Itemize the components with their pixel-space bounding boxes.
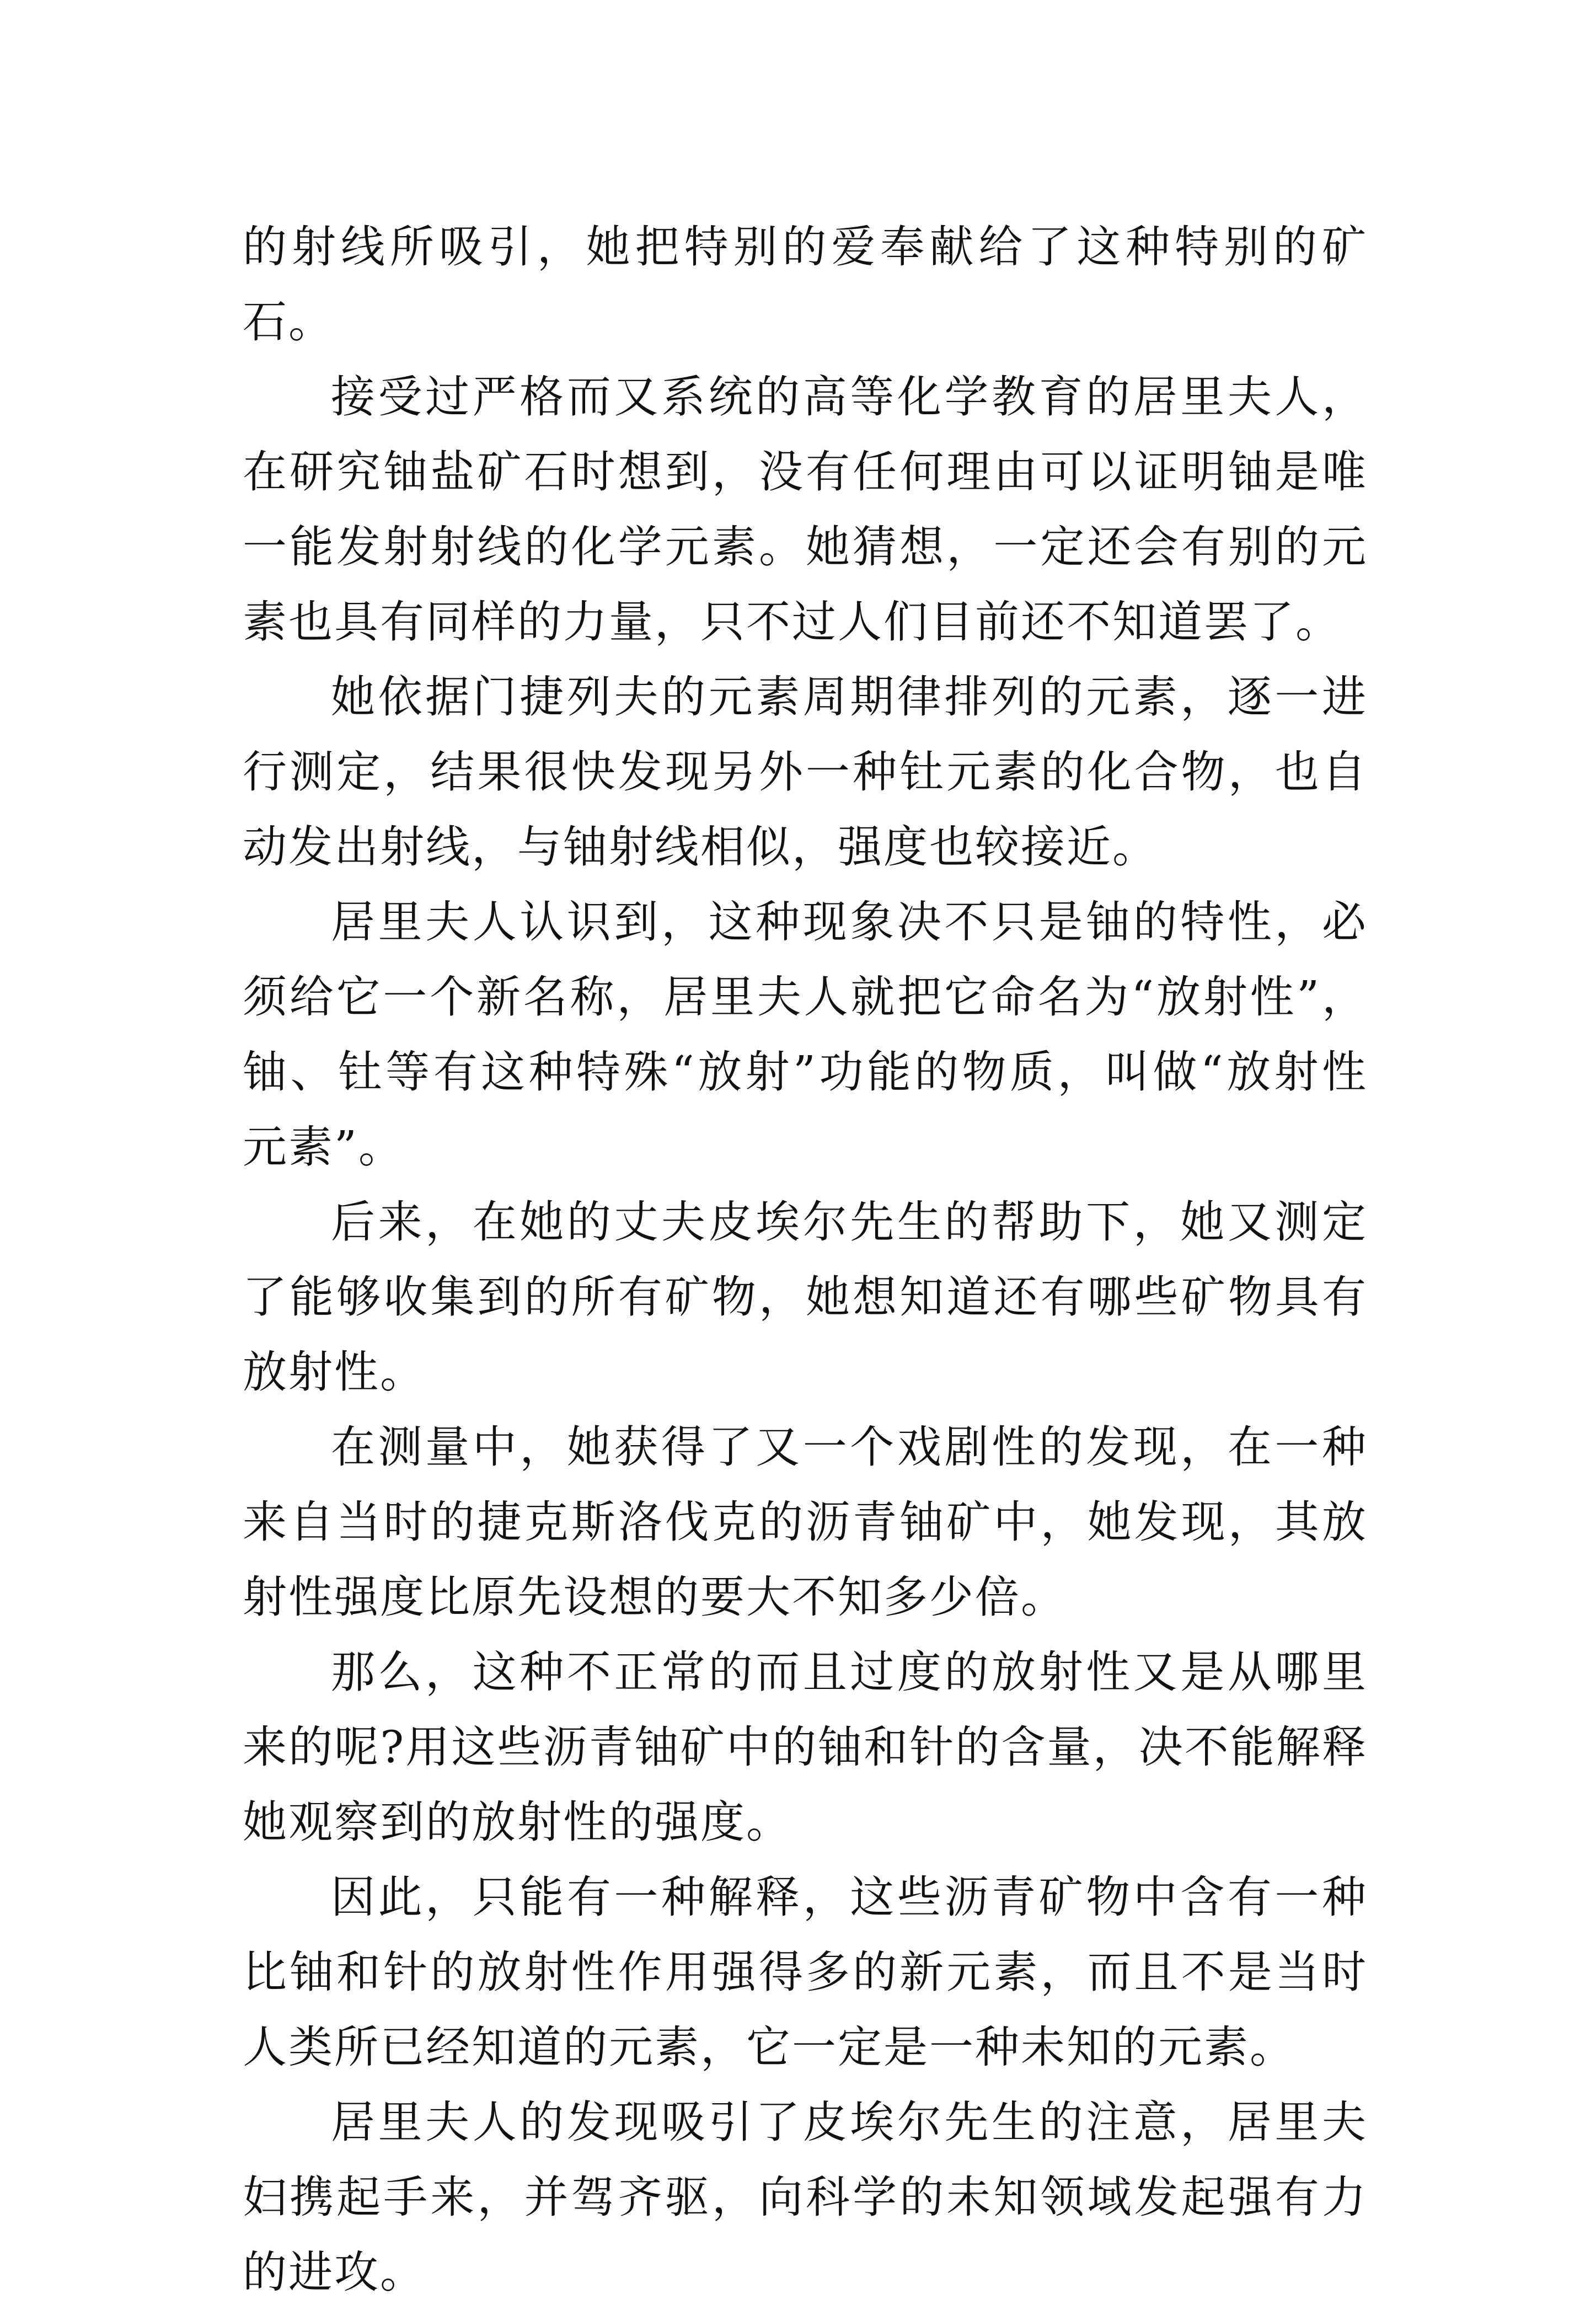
paragraph: 因此，只能有一种解释，这些沥青矿物中含有一种比铀和针的放射性作用强得多的新元素，而且不是当时人类所已经知道的元素，它一定是一种未知的元素。 [243, 1871, 1368, 2073]
paragraph: 接受过严格而又系统的高等化学教育的居里夫人，在研究铀盐矿石时想到，没有任何理由可以证明铀是唯一能发射射线的化学元素。她猜想，一定还会有别的元素也具有同样的力量，只不过人们目前还不知道罢了。 [243, 371, 1368, 648]
paragraph: 她依据门捷列夫的元素周期律排列的元素，逐一进行测定，结果很快发现另外一种钍元素的化合物，也自动发出射线，与铀射线相似，强度也较接近。 [243, 671, 1368, 873]
paragraph: 在测量中，她获得了又一个戏剧性的发现，在一种来自当时的捷克斯洛伐克的沥青铀矿中，她发现，其放射性强度比原先设想的要大不知多少倍。 [243, 1421, 1368, 1623]
document-body [243, 210, 1368, 2310]
paragraph: 居里夫人认识到，这种现象决不只是铀的特性，必须给它一个新名称，居里夫人就把它命名为“放射性”，铀、钍等有这种特殊“放射”功能的物质，叫做“放射性元素”。 [243, 896, 1368, 1173]
paragraph: 那么，这种不正常的而且过度的放射性又是从哪里来的呢?用这些沥青铀矿中的铀和针的含量，决不能解释她观察到的放射性的强度。 [243, 1646, 1368, 1848]
paragraph: 后来，在她的丈夫皮埃尔先生的帮助下，她又测定了能够收集到的所有矿物，她想知道还有哪些矿物具有放射性。 [243, 1196, 1368, 1398]
paragraph-continuation: 的射线所吸引，她把特别的爱奉献给了这种特别的矿石。 [243, 221, 1368, 347]
paragraph: 居里夫人的发现吸引了皮埃尔先生的注意，居里夫妇携起手来，并驾齐驱，向科学的未知领域发起强有力的进攻。 [243, 2097, 1368, 2298]
